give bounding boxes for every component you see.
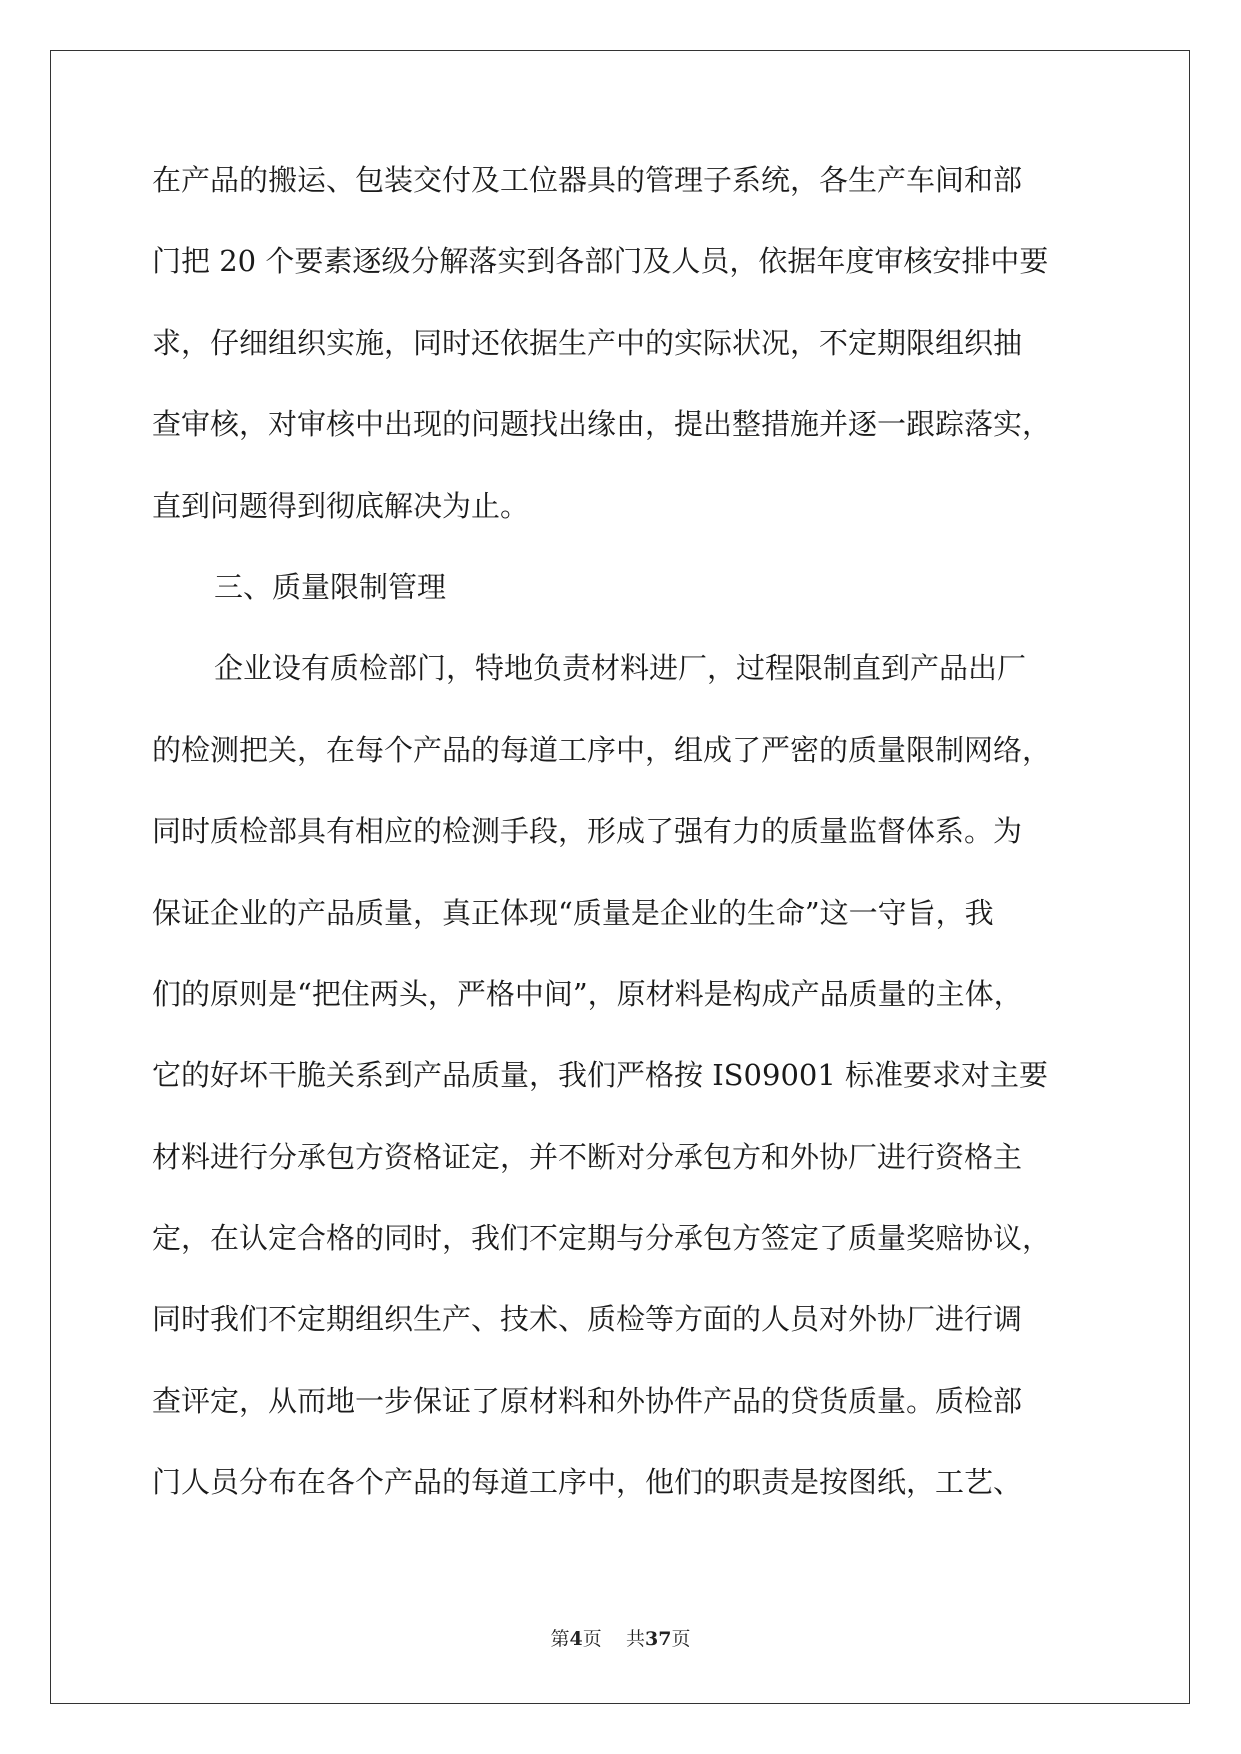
line-text: 它的好坏干脆关系到产品质量，我们严格按 IS09001 标准要求对主要 bbox=[152, 1058, 1049, 1093]
text-line bbox=[152, 730, 1092, 811]
line-text: 在产品的搬运、包装交付及工位器具的管理子系统，各生产车间和部 bbox=[152, 163, 1023, 197]
footer-total-unit: 页 bbox=[671, 1628, 691, 1650]
line-text: 的检测把关，在每个产品的每道工序中，组成了严密的质量限制网络， bbox=[152, 732, 1052, 767]
line-text: 门把 20 个要素逐级分解落实到各部门及人员，依据年度审核安排中要 bbox=[152, 244, 1049, 279]
text-line bbox=[152, 1299, 1092, 1380]
text-line bbox=[152, 1055, 1092, 1136]
total-pages-number: 37 bbox=[644, 1628, 672, 1650]
document-body bbox=[152, 160, 1092, 1544]
text-line bbox=[152, 241, 1092, 322]
text-line bbox=[152, 1462, 1092, 1543]
text-line bbox=[152, 1218, 1092, 1299]
text-line bbox=[152, 404, 1092, 485]
line-text: 查评定，从而地一步保证了原材料和外协件产品的贷货质量。质检部 bbox=[152, 1383, 1023, 1418]
footer-total-prefix: 共 bbox=[625, 1628, 645, 1650]
text-line bbox=[152, 893, 1092, 974]
line-text: 们的原则是“把住两头，严格中间”，原材料是构成产品质量的主体， bbox=[152, 976, 1023, 1011]
heading-text: 三、质量限制管理 bbox=[214, 569, 447, 604]
text-line bbox=[152, 974, 1092, 1055]
page-footer bbox=[0, 1626, 1241, 1652]
current-page-number: 4 bbox=[569, 1628, 583, 1650]
line-text: 同时我们不定期组织生产、技术、质检等方面的人员对外协厂进行调 bbox=[152, 1302, 1023, 1337]
line-text: 同时质检部具有相应的检测手段，形成了强有力的质量监督体系。为 bbox=[152, 814, 1023, 849]
text-line bbox=[152, 486, 1092, 567]
text-line bbox=[152, 1137, 1092, 1218]
footer-prefix: 第 bbox=[550, 1628, 570, 1650]
section-heading bbox=[152, 567, 1092, 648]
footer-page-unit: 页 bbox=[582, 1628, 602, 1650]
line-text: 企业设有质检部门，特地负责材料进厂，过程限制直到产品出厂 bbox=[214, 651, 1027, 686]
line-text: 材料进行分承包方资格证定，并不断对分承包方和外协厂进行资格主 bbox=[152, 1139, 1023, 1174]
text-line bbox=[152, 160, 1092, 241]
paragraph-first-line bbox=[152, 648, 1092, 729]
text-line bbox=[152, 323, 1092, 404]
line-text: 求，仔细组织实施，同时还依据生产中的实际状况，不定期限组织抽 bbox=[152, 325, 1023, 360]
text-line bbox=[152, 1381, 1092, 1462]
line-text: 定，在认定合格的同时，我们不定期与分承包方签定了质量奖赔协议， bbox=[152, 1221, 1052, 1256]
line-text: 保证企业的产品质量，真正体现“质量是企业的生命”这一守旨，我 bbox=[152, 895, 994, 930]
line-text: 门人员分布在各个产品的每道工序中，他们的职责是按图纸，工艺、 bbox=[152, 1465, 1023, 1500]
line-text: 直到问题得到彻底解决为止。 bbox=[152, 488, 530, 523]
line-text: 查审核，对审核中出现的问题找出缘由，提出整措施并逐一跟踪落实， bbox=[152, 407, 1052, 442]
text-line bbox=[152, 811, 1092, 892]
